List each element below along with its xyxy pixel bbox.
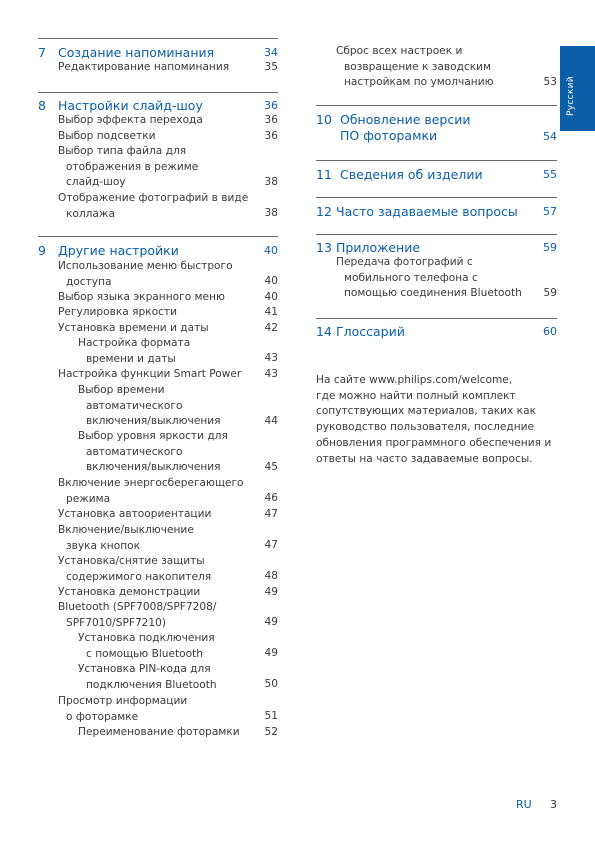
toc-item-page: 40 bbox=[264, 291, 278, 303]
toc-item-page: 36 bbox=[264, 130, 278, 142]
toc-item-text: Установка PIN-кода для подключения Bluetooth bbox=[78, 663, 217, 691]
section-page: 54 bbox=[543, 130, 557, 143]
toc-item-text: Выбор времени автоматического включения/выключения bbox=[78, 384, 221, 428]
toc-item-page: 49 bbox=[264, 647, 278, 659]
section-title: Настройки слайд-шоу bbox=[58, 98, 203, 113]
section-number: 14 bbox=[316, 324, 332, 339]
section-page: 36 bbox=[264, 99, 278, 112]
toc-item-text: Установка демонстрации bbox=[58, 586, 201, 598]
toc-item-text: Выбор уровня яркости для автоматического включения/выключения bbox=[78, 430, 228, 474]
section-number: 13 bbox=[316, 240, 332, 255]
toc-item-text: Просмотр информации о фоторамке bbox=[58, 695, 188, 723]
toc-item-text: Установка/снятие защиты содержимого накопителя bbox=[58, 555, 212, 583]
section-title: Обновление версии ПО фоторамки bbox=[340, 112, 471, 143]
toc-item-page: 38 bbox=[264, 207, 278, 219]
section-number: 12 bbox=[316, 204, 332, 219]
toc-item-page: 38 bbox=[264, 176, 278, 188]
toc-item-text: Настройка формата времени и даты bbox=[78, 337, 191, 365]
toc-item-text: Включение энергосберегающего режима bbox=[58, 477, 244, 505]
toc-item-page: 42 bbox=[264, 322, 278, 334]
section-title: Сведения об изделии bbox=[340, 167, 483, 182]
toc-section-11[interactable] bbox=[316, 160, 557, 182]
toc-item-page: 49 bbox=[264, 586, 278, 598]
toc-item-text: Отображение фотографий в виде коллажа bbox=[58, 192, 249, 220]
toc-item-page: 43 bbox=[264, 352, 278, 364]
toc-item-page: 49 bbox=[264, 616, 278, 628]
toc-item-text: Выбор типа файла для отображения в режиме слайд-шоу bbox=[58, 145, 199, 189]
toc-item-text: Выбор подсветки bbox=[58, 130, 156, 142]
language-tab-label: Русский bbox=[566, 76, 576, 116]
toc-item-text: Переименование фоторамки bbox=[78, 726, 240, 738]
toc-item-text: Bluetooth (SPF7008/SPF7208/ SPF7010/SPF7210) bbox=[58, 601, 217, 629]
toc-item-text: Установка автоориентации bbox=[58, 508, 212, 520]
toc-item-text: Установка подключения с помощью Bluetooth bbox=[78, 632, 215, 660]
toc-item-text: Установка времени и даты bbox=[58, 322, 209, 334]
toc-item-text: Передача фотографий с мобильного телефона с помощью соединения Bluetooth bbox=[336, 256, 522, 300]
footer-page-number: 3 bbox=[550, 798, 557, 811]
section-page: 57 bbox=[543, 205, 557, 218]
toc-item-page: 52 bbox=[264, 726, 278, 738]
toc-item-page: 59 bbox=[543, 287, 557, 299]
toc-item-page: 51 bbox=[264, 710, 278, 722]
toc-item-page: 35 bbox=[264, 61, 278, 73]
footer-language-code: RU bbox=[516, 798, 532, 811]
toc-item-text: Редактирование напоминания bbox=[58, 61, 230, 73]
section-title: Приложение bbox=[336, 240, 421, 255]
toc-section-13[interactable] bbox=[316, 234, 557, 255]
toc-section-10[interactable] bbox=[316, 105, 557, 143]
language-side-tab bbox=[560, 46, 595, 131]
section-title: Глоссарий bbox=[336, 324, 405, 339]
toc-item-text: Сброс всех настроек и возвращение к заводским настройкам по умолчанию bbox=[336, 45, 494, 89]
toc-item-page: 45 bbox=[264, 461, 278, 473]
section-number: 9 bbox=[38, 243, 46, 258]
toc-section-9[interactable] bbox=[38, 236, 278, 258]
toc-item-page: 43 bbox=[264, 368, 278, 380]
section-page: 60 bbox=[543, 325, 557, 338]
section-number: 8 bbox=[38, 98, 46, 113]
toc-item-page: 53 bbox=[543, 76, 557, 88]
section-title: Создание напоминания bbox=[58, 45, 215, 60]
toc-item-page: 47 bbox=[264, 539, 278, 551]
toc-item-page: 40 bbox=[264, 275, 278, 287]
toc-item-page: 46 bbox=[264, 492, 278, 504]
toc-item-text: Использование меню быстрого доступа bbox=[58, 260, 233, 288]
toc-item-page: 48 bbox=[264, 570, 278, 582]
section-title: Другие настройки bbox=[58, 243, 179, 258]
toc-item-text: Настройка функции Smart Power bbox=[58, 368, 242, 380]
section-number: 11 bbox=[316, 167, 332, 182]
toc-section-14[interactable] bbox=[316, 318, 557, 339]
toc-section-8[interactable] bbox=[38, 92, 278, 113]
section-page: 59 bbox=[543, 241, 557, 254]
section-page: 55 bbox=[543, 168, 557, 181]
toc-item-page: 44 bbox=[264, 415, 278, 427]
toc-item-page: 41 bbox=[264, 306, 278, 318]
website-info-paragraph: На сайте www.philips.com/welcome, где можно найти полный комплект сопутствующих материалов, таких как руководство пользователя, последние обновления программного обеспечения и ответы на часто задаваемые вопросы. bbox=[316, 374, 552, 465]
toc-item-page: 36 bbox=[264, 114, 278, 126]
toc-item-page: 50 bbox=[264, 678, 278, 690]
section-title: Часто задаваемые вопросы bbox=[336, 204, 518, 219]
toc-item-text: Выбор эффекта перехода bbox=[58, 114, 203, 126]
section-page: 34 bbox=[264, 46, 278, 59]
toc-item-text: Выбор языка экранного меню bbox=[58, 291, 225, 303]
section-page: 40 bbox=[264, 244, 278, 257]
section-number: 7 bbox=[38, 45, 46, 60]
section-number: 10 bbox=[316, 112, 332, 127]
toc-item-page: 47 bbox=[264, 508, 278, 520]
toc-section-12[interactable] bbox=[316, 197, 557, 219]
toc-section-7[interactable] bbox=[38, 38, 278, 60]
toc-item-text: Регулировка яркости bbox=[58, 306, 177, 318]
toc-item-text: Включение/выключение звука кнопок bbox=[58, 524, 194, 552]
